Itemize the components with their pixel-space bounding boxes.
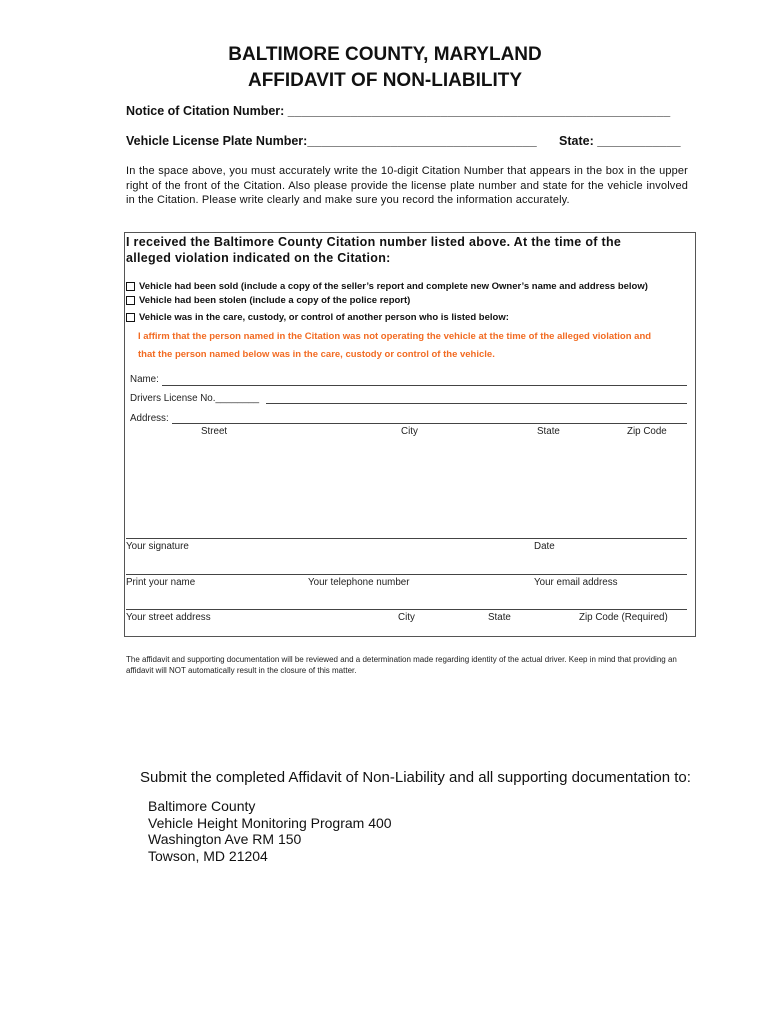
drivers-license-input-line[interactable] (266, 403, 687, 404)
address-label: Address: (130, 413, 169, 424)
option-stolen[interactable] (126, 295, 410, 306)
mailing-address-line4: Towson, MD 21204 (148, 848, 268, 864)
print-name-label: Print your name (126, 577, 196, 588)
option-custody-label: Vehicle was in the care, custody, or control of another person who is listed below: (139, 312, 509, 323)
instructions-text: In the space above, you must accurately write the 10-digit Citation Number that appears in the box in the upper right of the front of the Citation. Also please provide the license plate number and state for the vehicle involved in the Citation. Please write clearly and make sure you record the information accurately. (126, 165, 688, 206)
your-signature-label: Your signature (126, 541, 189, 552)
street-address-line[interactable] (126, 609, 687, 610)
affirm-line2: that the person named below was in the care, custody or control of the vehicle. (138, 349, 495, 360)
license-plate-field[interactable]: Vehicle License Plate Number:_________________________________ (126, 134, 537, 148)
name-input-line[interactable] (162, 385, 687, 386)
name-label: Name: (130, 374, 159, 385)
option-stolen-label: Vehicle had been stolen (include a copy of the police report) (139, 295, 411, 306)
address-street-label: Street (201, 426, 228, 437)
option-sold-label: Vehicle had been sold (include a copy of the seller’s report and complete new Owner’s name and address below) (139, 281, 648, 292)
state-label: State (488, 612, 511, 623)
print-name-line[interactable] (126, 574, 687, 575)
email-label: Your email address (534, 577, 618, 588)
city-label: City (398, 612, 415, 623)
form-title-line2: AFFIDAVIT OF NON-LIABILITY (247, 70, 523, 91)
submit-heading: Submit the completed Affidavit of Non-Liability and all supporting documentation to: (140, 769, 691, 786)
checkbox-icon[interactable] (126, 296, 135, 305)
mailing-address-line2: Vehicle Height Monitoring Program 400 (148, 815, 392, 831)
checkbox-icon[interactable] (126, 313, 135, 322)
address-zip-label: Zip Code (627, 426, 667, 437)
checkbox-icon[interactable] (126, 282, 135, 291)
signature-line[interactable] (126, 538, 687, 539)
citation-number-field[interactable]: Notice of Citation Number: _______________________________________________________ (126, 104, 671, 118)
telephone-label: Your telephone number (308, 577, 410, 588)
received-line2: alleged violation indicated on the Citation: (126, 250, 391, 265)
date-label: Date (534, 541, 555, 552)
address-city-label: City (401, 426, 418, 437)
mailing-address-line1: Baltimore County (148, 798, 256, 814)
option-sold[interactable] (126, 281, 648, 292)
drivers-license-label: Drivers License No.________ (130, 393, 260, 404)
received-statement (126, 235, 686, 266)
address-state-label: State (537, 426, 560, 437)
address-input-line[interactable] (172, 423, 687, 424)
option-custody[interactable] (126, 312, 509, 323)
form-title-line1: BALTIMORE COUNTY, MARYLAND (228, 44, 542, 65)
state-field[interactable]: State: ____________ (559, 134, 681, 148)
mailing-address-line3: Washington Ave RM 150 (148, 831, 302, 847)
received-line1: I received the Baltimore County Citation number listed above. At the time of the (126, 235, 622, 249)
zip-required-label: Zip Code (Required) (579, 612, 668, 623)
street-address-label: Your street address (126, 612, 211, 623)
affirm-line1: I affirm that the person named in the Citation was not operating the vehicle at the time of the alleged violation and (138, 331, 652, 342)
footnote-text: The affidavit and supporting documentation will be reviewed and a determination made regarding identity of the actual driver. Keep in mind that providing an affidavit will NOT automatically result in the closure of this matter. (126, 655, 677, 675)
